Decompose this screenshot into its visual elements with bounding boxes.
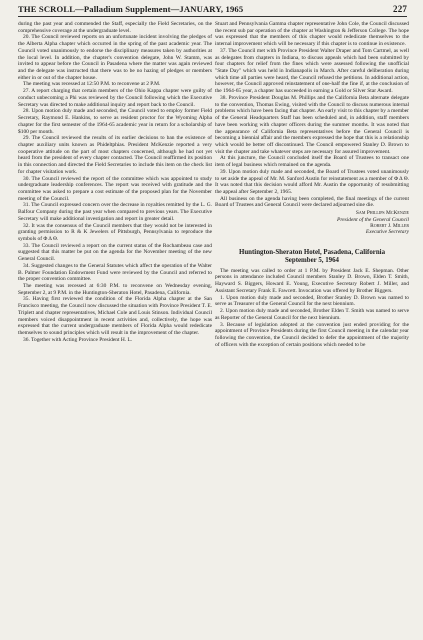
paragraph: 37. The Council met with Province President Walter Draper and Tom Cartmel, as well as delegates from chapters in Indiana, to discuss appeals which had been submitted by four chapters for relief from the fines which were assessed following the unofficial "State Day" which was held in Indianapolis in March. After careful deliberation during which time all parties were heard, the Council refused the petitions. In additional action, however, the Council approved reinstatement of one-half the fine if, at the conclusion of the 1964-65 year, a chapter has succeeded in earning a Gold or Silver Star Award. xyxy=(215,47,409,95)
paragraph: 3. Because of legislation adopted at the convention just ended providing for the appointment of Province Presidents during the first Council meeting in the calendar year following the convention, the Council decided to defer the appointment of the majority of officers with the exception of certain positions which needed to be xyxy=(215,321,409,348)
signature-name: Sam Phillips McKenzie xyxy=(355,210,409,217)
paragraph: The meeting was called to order at 1 P.M. by President Jack E. Shepman. Other persons in attendance included Council members Stanley D. Brown, Elden T. Smith, Hayward S. Biggers, Howard E. Young, Executive Secretary Robert J. Miller, and Assistant Secretary Frank E. Fawcett. Invocation was offered by Brother Biggers. xyxy=(215,267,409,294)
section-heading-location: Huntington-Sheraton Hotel, Pasadena, California xyxy=(238,248,386,256)
paragraph: 34. Suggested changes to the General Statutes which affect the operation of the Walter B. Palmer Foundation Endowment Fund were reviewed by the Council and referred to the proper convention committee. xyxy=(18,262,212,283)
paragraph: 28. Upon motion duly made and seconded, the Council voted to employ former Field Secretary, Raymond E. Hankins, to serve as resident proctor for the Wyoming Alpha chapter for the first semester of the 1964-65 academic year in return for a scholarship of $100 per month. xyxy=(18,108,212,135)
paragraph: At this juncture, the Council concluded itself the Board of Trustees to transact one item of legal business which remained on the agenda. xyxy=(215,155,409,169)
paragraph: All business on the agenda having been completed, the final meetings of the current Board of Trustees and General Council were declared adjourned sine die. xyxy=(215,195,409,209)
section-heading xyxy=(215,249,409,265)
paragraph: 32. It was the consensus of the Council members that they would not be interested in granting permission to R & K Jewelers of Pittsburgh, Pennsylvania to reproduce the symbols of Φ Δ Θ. xyxy=(18,222,212,242)
header-rule xyxy=(18,16,407,17)
right-column xyxy=(215,21,409,348)
signature-block xyxy=(215,210,409,236)
paragraph: 31. The Council expressed concern over the decrease in royalties remitted by the L. G. Balfour Company during the past year when compared to previous years. The Executive Secretary will make additional investigation and report in greater detail. xyxy=(18,202,212,222)
paragraph: 1. Upon motion duly made and seconded, Brother Stanley D. Brown was named to serve as Treasurer of the General Council for the next biennium. xyxy=(215,294,409,308)
signature-name: Robert J. Miller xyxy=(370,222,409,229)
signature-title: Executive Secretary xyxy=(365,229,409,236)
page-number: 227 xyxy=(393,4,407,14)
paragraph: 36. Together with Acting Province President H. L. xyxy=(23,336,133,343)
signature-title: President of the General Council xyxy=(337,216,409,223)
section-heading-date: September 5, 1964 xyxy=(284,256,340,264)
paragraph: 33. The Council reviewed a report on the current status of the Rochambeau case and suggested that this matter be put on the agenda for the November meeting of the new General Council. xyxy=(18,242,212,263)
paragraph: The meeting was recessed at 12:50 P.M. to reconvene at 2 P.M. xyxy=(23,81,161,88)
paragraph: 20. The Council reviewed reports on an unfortunate incident involving the pledges of the Alberta Alpha chapter which occurred in the spring of the past academic year. The Council voted unanimously to endorse the disciplinary measures taken by authorities at the local level. In addition, the chapter's convention delegate, John W. Stamm, was invited to appear before the Council in Pasadena where the matter was again reviewed and the delegate was instructed that there was to be no hazing of pledges or members either in or out of the chapter house. xyxy=(18,34,212,81)
paragraph: 29. The Council reviewed the results of its earlier decisions to ban the existence of chapter auxiliary units known as Phideltphias. President McKenzie reported a very cooperative attitude on the part of most chapters concerned, although he had not yet heard from the president of every chapter contacted. The Council reaffirmed its position in this connection and directed the Field Secretaries to include this item on the check list for chapter visitation work. xyxy=(18,135,212,175)
paragraph: 38. Province President Douglas M. Phillips and the California Beta alternate delegate to the convention, Thomas Ewing, visited with the Council to discuss numerous internal problems which have been facing that chapter. An early visit to this chapter by a member of the General Headquarters Staff has been scheduled and, in addition, staff members have been working with chapter officers during the summer months. It was noted that the appearance of California Beta representatives before the General Council is becoming a biennial affair and the members expressed the hope that this is a relationship which would be better off discontinued. The Council empowered Stanley D. Brown to visit the chapter and take whatever steps are necessary for assured improvement. xyxy=(215,94,409,155)
paragraph: The meeting was recessed at 6:30 P.M. to reconvene on Wednesday evening, September 2, at 9 P.M. in the Huntington-Sheraton Hotel, Pasadena, California. xyxy=(18,283,212,296)
paragraph: 2. Upon motion duly made and seconded, Brother Elden T. Smith was named to serve as Reporter of the General Council for the next biennium. xyxy=(215,308,409,321)
paragraph: 30. The Council reviewed the report of the committee which was appointed to study undergraduate leadership conferences. The report was received with gratitude and the committee was asked to prepare a cost estimate of the proposed plan for the November meeting of the Council. xyxy=(18,175,212,202)
header-title: THE SCROLL—Palladium Supplement—JANUARY, 1965 xyxy=(18,4,244,14)
paragraph: Stuart and Pennsylvania Gamma chapter representative John Cole, the Council discussed the recent sub par operation of the chapter at Washington & Jefferson College. The hope was expressed that the members of this chapter would rededicate themselves to the internal improvement which will be necessary if this chapter is to continue in existence. xyxy=(215,21,409,48)
paragraph: during the past year and commended the Staff, especially the Field Secretaries, on the comprehensive coverage at the undergraduate level. xyxy=(18,21,212,34)
paragraph: 35. Having first reviewed the condition of the Florida Alpha chapter at the San Francisco meeting, the Council now discussed the situation with Province President T. E. Triplett and chapter representatives, Michael Cole and Louis Stinson. Individual Council members voiced disappointment in recent activities and, collectively, the hope was expressed that the current undergraduate members of Florida Alpha would rededicate themselves to sound principles which will result in the improvement of the chapter. xyxy=(18,296,212,337)
paragraph: 27. A report charging that certain members of the Ohio Kappa chapter were guilty of conduct unbecoming a Phi was reviewed by the Council following which the Executive Secretary was directed to make additional inquiry and report back to the Council. xyxy=(18,88,212,108)
paragraph: 39. Upon motion duly made and seconded, the Board of Trustees voted unanimously to set aside the appeal of Mr. M. Sanford Austin for reinstatement as a member of Φ Δ Θ. It was noted that this decision would afford Mr. Austin the opportunity of resubmitting the appeal after September 2, 1965. xyxy=(215,168,409,195)
left-column xyxy=(18,21,212,344)
